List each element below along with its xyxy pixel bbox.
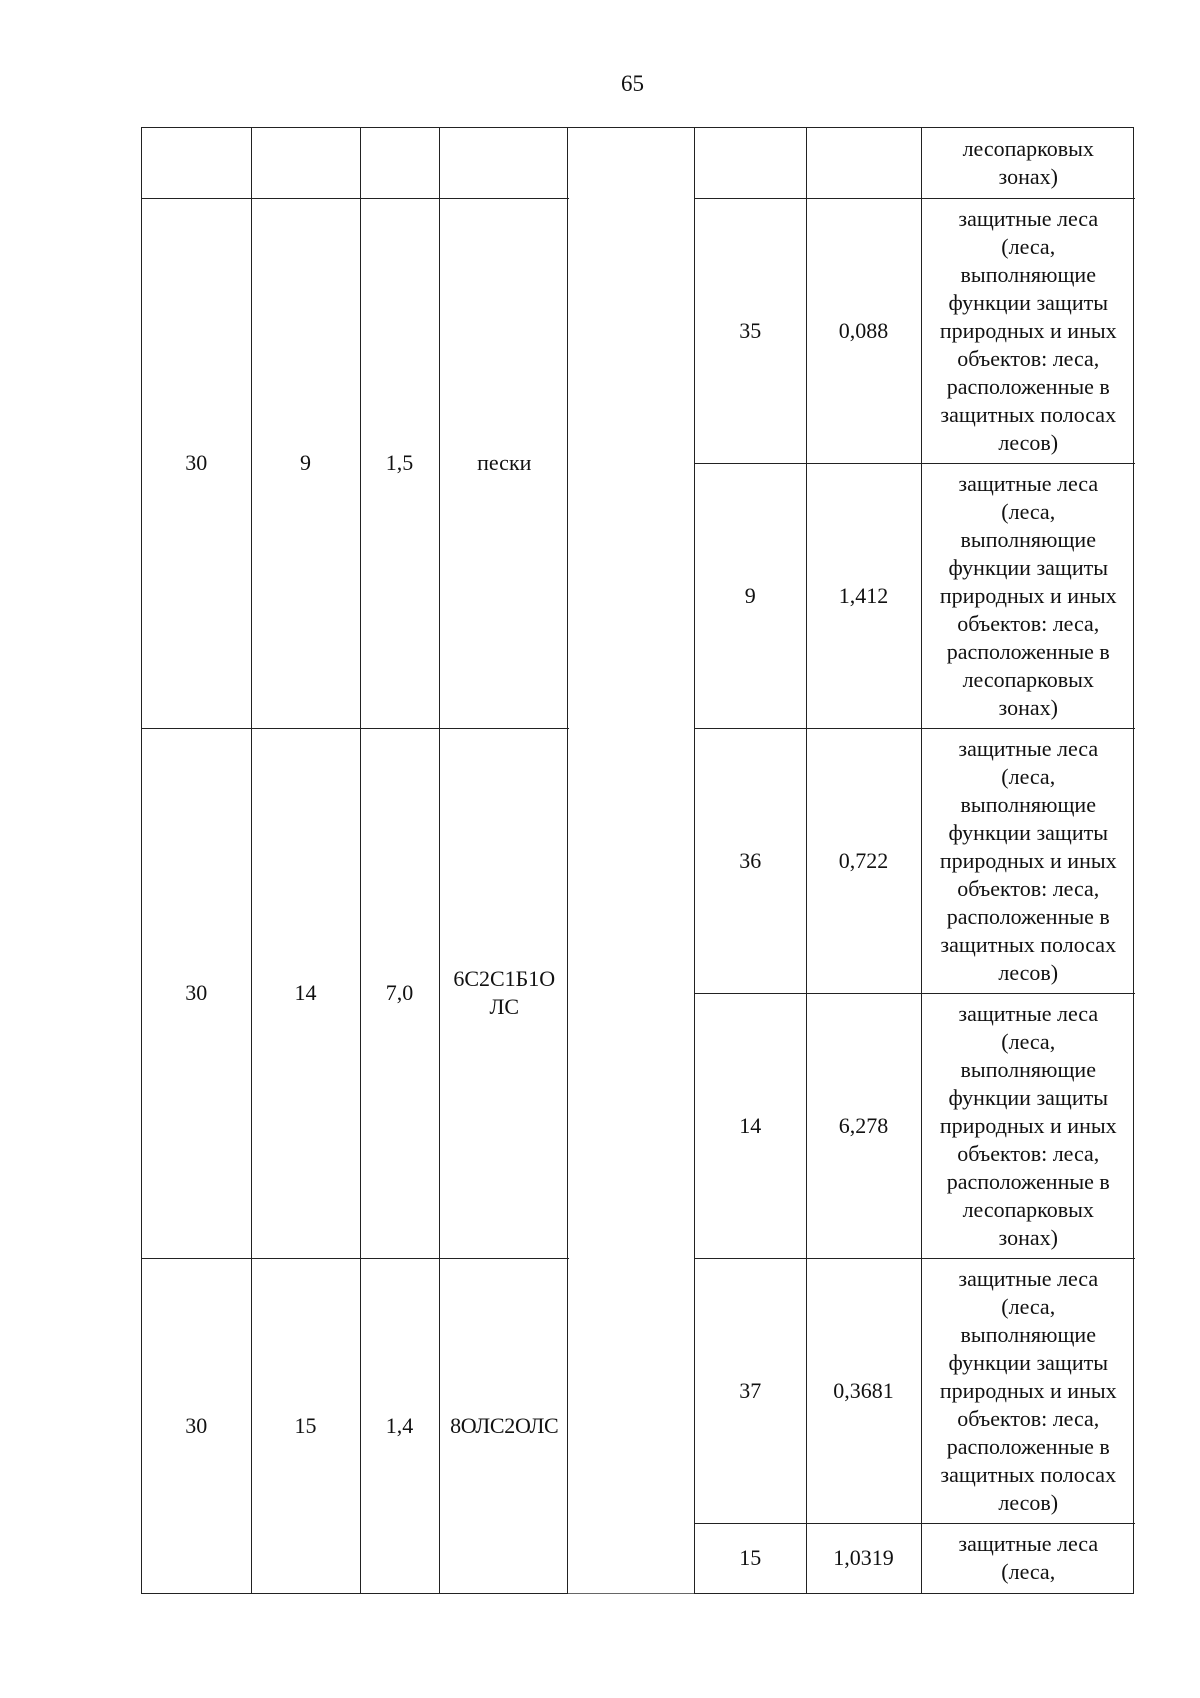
quarter-cell [142, 128, 251, 198]
area-cell: 1,5 [360, 198, 439, 728]
plot-number-cell: 15 [695, 1523, 806, 1593]
area-cell: 1,412 [806, 463, 921, 728]
plot-number-cell: 35 [695, 198, 806, 463]
table-row [142, 198, 569, 728]
forest-category-cell: защитные леса (леса, выполняющие функции защиты природных и иных объектов: леса, расположенные в защитных полосах лесов) [921, 198, 1135, 463]
area-cell: 6,278 [806, 993, 921, 1258]
forest-category-cell: защитные леса (леса, выполняющие функции защиты природных и иных объектов: леса, расположенные в защитных полосах лесов) [921, 728, 1135, 993]
plot-cell [251, 128, 360, 198]
quarter-cell: 30 [142, 728, 251, 1258]
table-row [695, 728, 1135, 993]
forest-category-cell: лесопарковых зонах) [921, 128, 1135, 198]
table-row [142, 1258, 569, 1593]
plot-number-cell [695, 128, 806, 198]
composition-cell: пески [439, 198, 569, 728]
table-row [695, 128, 1135, 198]
quarter-cell: 30 [142, 1258, 251, 1593]
composition-cell: 6С2С1Б1О ЛС [439, 728, 569, 1258]
area-cell [360, 128, 439, 198]
right-table [694, 127, 1134, 1594]
left-table [141, 127, 568, 1594]
table-row [142, 128, 569, 198]
area-cell: 1,0319 [806, 1523, 921, 1593]
table-row [695, 1523, 1135, 1593]
forest-category-cell: защитные леса (леса, [921, 1523, 1135, 1593]
area-cell [806, 128, 921, 198]
area-cell: 0,088 [806, 198, 921, 463]
forest-category-cell: защитные леса (леса, выполняющие функции защиты природных и иных объектов: леса, расположенные в лесопарковых зонах) [921, 993, 1135, 1258]
page-number: 65 [621, 71, 644, 96]
area-cell: 0,722 [806, 728, 921, 993]
plot-number-cell: 9 [695, 463, 806, 728]
plot-number-cell: 37 [695, 1258, 806, 1523]
table-row [695, 198, 1135, 463]
table-row [142, 728, 569, 1258]
area-cell: 0,3681 [806, 1258, 921, 1523]
table-row [695, 993, 1135, 1258]
quarter-cell: 30 [142, 198, 251, 728]
table-row [695, 1258, 1135, 1523]
plot-cell: 14 [251, 728, 360, 1258]
plot-number-cell: 14 [695, 993, 806, 1258]
table-row [695, 463, 1135, 728]
composition-cell [439, 128, 569, 198]
plot-cell: 15 [251, 1258, 360, 1593]
forest-category-cell: защитные леса (леса, выполняющие функции защиты природных и иных объектов: леса, расположенные в защитных полосах лесов) [921, 1258, 1135, 1523]
plot-cell: 9 [251, 198, 360, 728]
forest-category-cell: защитные леса (леса, выполняющие функции защиты природных и иных объектов: леса, расположенные в лесопарковых зонах) [921, 463, 1135, 728]
plot-number-cell: 36 [695, 728, 806, 993]
area-cell: 1,4 [360, 1258, 439, 1593]
merged-empty-column [568, 127, 694, 1594]
composition-cell: 8ОЛС2ОЛС [439, 1258, 569, 1593]
area-cell: 7,0 [360, 728, 439, 1258]
